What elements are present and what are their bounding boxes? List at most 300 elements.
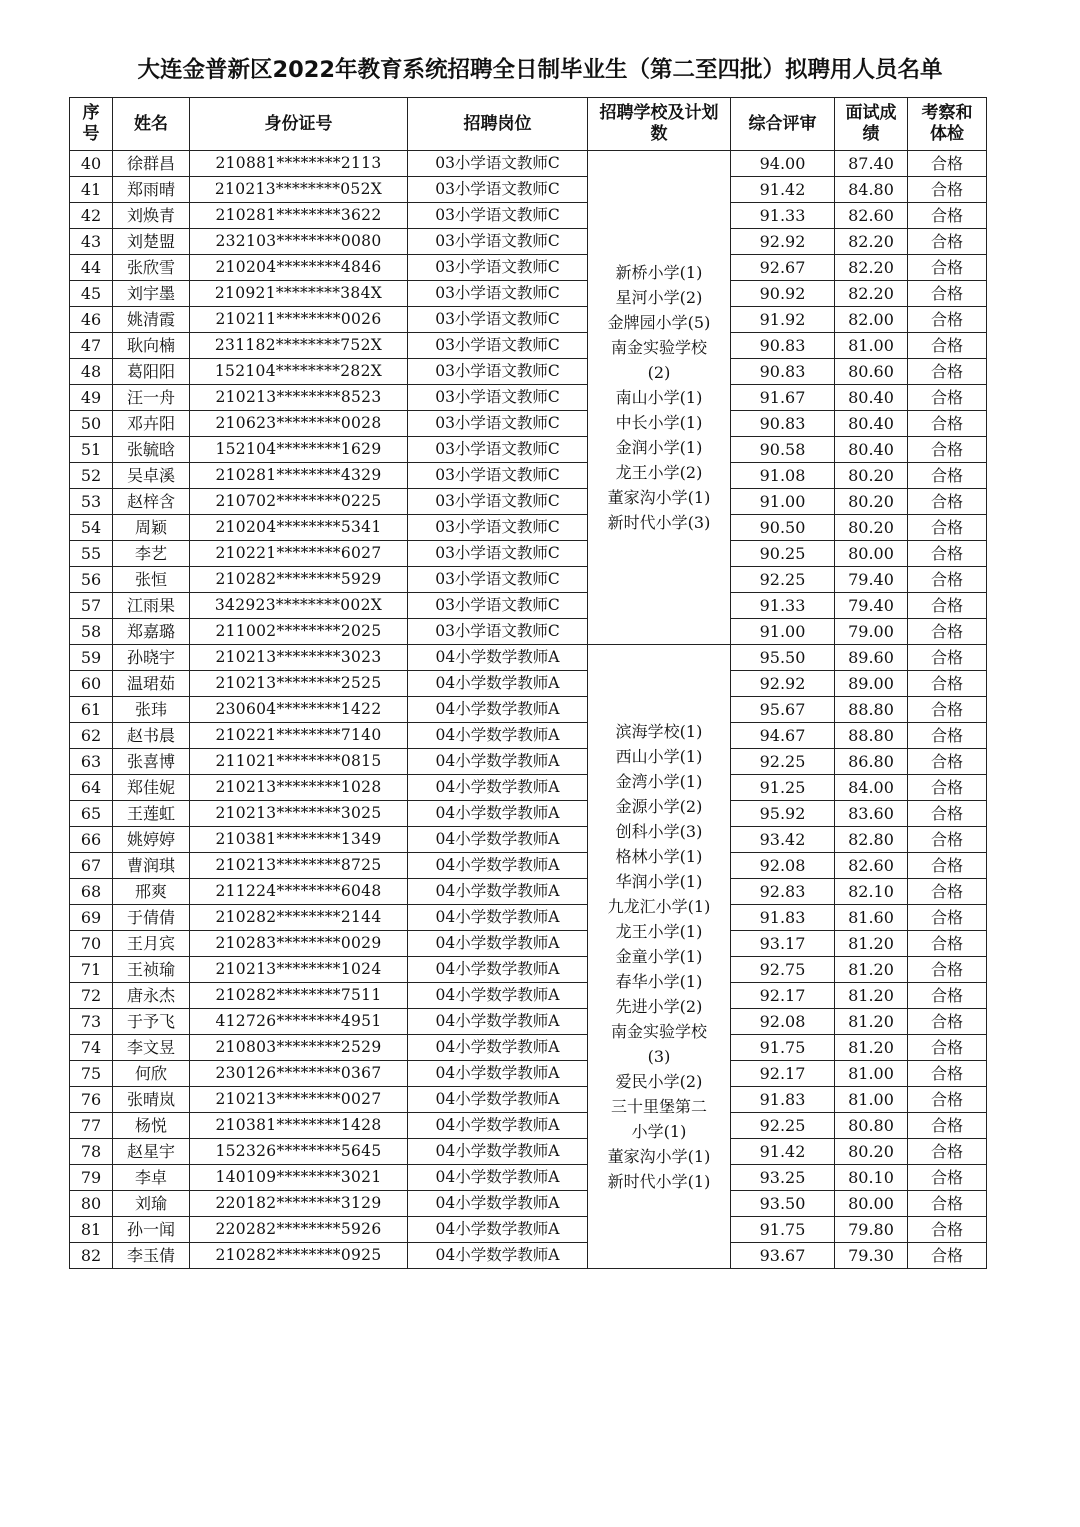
table-row xyxy=(70,1217,987,1243)
overall-review-cell: 92.17 xyxy=(731,1061,835,1087)
overall-review-cell: 91.67 xyxy=(731,385,835,411)
interview-score-cell: 80.20 xyxy=(835,489,908,515)
interview-score-cell: 82.10 xyxy=(835,879,908,905)
position-cell: 04小学数学教师A xyxy=(408,723,588,749)
name-cell: 刘楚盟 xyxy=(113,229,190,255)
overall-review-cell: 92.17 xyxy=(731,983,835,1009)
name-cell: 李文昱 xyxy=(113,1035,190,1061)
interview-score-cell: 79.40 xyxy=(835,593,908,619)
name-cell: 周颖 xyxy=(113,515,190,541)
name-cell: 赵梓含 xyxy=(113,489,190,515)
id-number-cell: 210282********2144 xyxy=(190,905,408,931)
school-plan-line: 西山小学(1) xyxy=(615,747,703,766)
name-cell: 王月宾 xyxy=(113,931,190,957)
position-cell: 03小学语文教师C xyxy=(408,463,588,489)
interview-score-cell: 84.00 xyxy=(835,775,908,801)
name-cell: 张玮 xyxy=(113,697,190,723)
interview-score-cell: 80.80 xyxy=(835,1113,908,1139)
interview-score-cell: 80.20 xyxy=(835,515,908,541)
inspection-result-cell: 合格 xyxy=(908,463,987,489)
table-row xyxy=(70,1061,987,1087)
index-cell: 60 xyxy=(70,671,113,697)
table-row xyxy=(70,411,987,437)
position-cell: 04小学数学教师A xyxy=(408,1061,588,1087)
inspection-result-cell: 合格 xyxy=(908,385,987,411)
position-cell: 04小学数学教师A xyxy=(408,645,588,671)
school-plan-line: (3) xyxy=(647,1047,671,1066)
position-cell: 03小学语文教师C xyxy=(408,515,588,541)
table-row xyxy=(70,463,987,489)
overall-review-cell: 93.17 xyxy=(731,931,835,957)
inspection-result-cell: 合格 xyxy=(908,1061,987,1087)
inspection-result-cell: 合格 xyxy=(908,151,987,177)
interview-score-cell: 80.00 xyxy=(835,1191,908,1217)
position-cell: 04小学数学教师A xyxy=(408,853,588,879)
table-row xyxy=(70,827,987,853)
name-cell: 葛阳阳 xyxy=(113,359,190,385)
school-plan-line: 爱民小学(2) xyxy=(615,1072,703,1091)
name-cell: 唐永杰 xyxy=(113,983,190,1009)
inspection-result-cell: 合格 xyxy=(908,281,987,307)
name-cell: 姚清霞 xyxy=(113,307,190,333)
school-plan-line: 董家沟小学(1) xyxy=(607,1147,711,1166)
school-plan-cell xyxy=(588,645,731,1269)
school-plan-line: 春华小学(1) xyxy=(615,972,703,991)
index-cell: 41 xyxy=(70,177,113,203)
name-cell: 吴卓溪 xyxy=(113,463,190,489)
school-plan-line: 金润小学(1) xyxy=(615,438,703,457)
position-cell: 03小学语文教师C xyxy=(408,411,588,437)
position-cell: 03小学语文教师C xyxy=(408,359,588,385)
table-row xyxy=(70,619,987,645)
name-cell: 李艺 xyxy=(113,541,190,567)
id-number-cell: 220282********5926 xyxy=(190,1217,408,1243)
overall-review-cell: 91.42 xyxy=(731,177,835,203)
interview-score-cell: 81.20 xyxy=(835,1009,908,1035)
table-row xyxy=(70,957,987,983)
interview-score-cell: 80.20 xyxy=(835,463,908,489)
position-cell: 04小学数学教师A xyxy=(408,905,588,931)
table-row xyxy=(70,775,987,801)
overall-review-cell: 90.58 xyxy=(731,437,835,463)
school-plan-line: 南金实验学校 xyxy=(610,338,707,357)
inspection-result-cell: 合格 xyxy=(908,307,987,333)
position-cell: 03小学语文教师C xyxy=(408,229,588,255)
interview-score-cell: 89.60 xyxy=(835,645,908,671)
overall-review-cell: 92.25 xyxy=(731,749,835,775)
interview-score-cell: 82.60 xyxy=(835,203,908,229)
position-cell: 03小学语文教师C xyxy=(408,385,588,411)
position-cell: 03小学语文教师C xyxy=(408,593,588,619)
name-cell: 刘宇墨 xyxy=(113,281,190,307)
school-plan-line: 创科小学(3) xyxy=(615,822,703,841)
id-number-cell: 211021********0815 xyxy=(190,749,408,775)
name-cell: 赵书晨 xyxy=(113,723,190,749)
overall-review-cell: 92.08 xyxy=(731,1009,835,1035)
school-plan-cell xyxy=(588,151,731,645)
index-cell: 68 xyxy=(70,879,113,905)
interview-score-cell: 81.00 xyxy=(835,333,908,359)
inspection-result-cell: 合格 xyxy=(908,775,987,801)
inspection-result-cell: 合格 xyxy=(908,853,987,879)
inspection-result-cell: 合格 xyxy=(908,489,987,515)
school-plan-line: 龙王小学(2) xyxy=(615,463,703,482)
name-cell: 张恒 xyxy=(113,567,190,593)
inspection-result-cell: 合格 xyxy=(908,593,987,619)
interview-score-cell: 79.30 xyxy=(835,1243,908,1269)
interview-score-cell: 80.60 xyxy=(835,359,908,385)
school-plan-line: 滨海学校(1) xyxy=(615,722,703,741)
table-row xyxy=(70,697,987,723)
index-cell: 71 xyxy=(70,957,113,983)
interview-score-cell: 86.80 xyxy=(835,749,908,775)
interview-score-cell: 81.20 xyxy=(835,1035,908,1061)
inspection-result-cell: 合格 xyxy=(908,541,987,567)
index-cell: 77 xyxy=(70,1113,113,1139)
header-id-number: 身份证号 xyxy=(190,98,408,151)
id-number-cell: 210213********0027 xyxy=(190,1087,408,1113)
position-cell: 04小学数学教师A xyxy=(408,1165,588,1191)
index-cell: 46 xyxy=(70,307,113,333)
table-row xyxy=(70,671,987,697)
header-overall-review: 综合评审 xyxy=(731,98,835,151)
school-plan-line: 三十里堡第二 xyxy=(610,1097,707,1116)
position-cell: 03小学语文教师C xyxy=(408,489,588,515)
overall-review-cell: 91.75 xyxy=(731,1035,835,1061)
index-cell: 74 xyxy=(70,1035,113,1061)
index-cell: 57 xyxy=(70,593,113,619)
id-number-cell: 210204********4846 xyxy=(190,255,408,281)
overall-review-cell: 91.75 xyxy=(731,1217,835,1243)
index-cell: 52 xyxy=(70,463,113,489)
inspection-result-cell: 合格 xyxy=(908,957,987,983)
index-cell: 47 xyxy=(70,333,113,359)
name-cell: 张晴岚 xyxy=(113,1087,190,1113)
id-number-cell: 210282********7511 xyxy=(190,983,408,1009)
name-cell: 赵星宇 xyxy=(113,1139,190,1165)
overall-review-cell: 90.83 xyxy=(731,359,835,385)
name-cell: 张欣雪 xyxy=(113,255,190,281)
inspection-result-cell: 合格 xyxy=(908,229,987,255)
id-number-cell: 210213********052X xyxy=(190,177,408,203)
inspection-result-cell: 合格 xyxy=(908,437,987,463)
school-plan-line: 先进小学(2) xyxy=(615,997,703,1016)
table-row xyxy=(70,1191,987,1217)
interview-score-cell: 81.60 xyxy=(835,905,908,931)
table-header-row xyxy=(70,98,987,151)
name-cell: 郑嘉璐 xyxy=(113,619,190,645)
table-row xyxy=(70,151,987,177)
table-row xyxy=(70,749,987,775)
id-number-cell: 152326********5645 xyxy=(190,1139,408,1165)
page-title: 大连金普新区2022年教育系统招聘全日制毕业生（第二至四批）拟聘用人员名单 xyxy=(137,57,943,83)
name-cell: 温珺茹 xyxy=(113,671,190,697)
overall-review-cell: 91.42 xyxy=(731,1139,835,1165)
inspection-result-cell: 合格 xyxy=(908,983,987,1009)
id-number-cell: 210213********8725 xyxy=(190,853,408,879)
name-cell: 徐群昌 xyxy=(113,151,190,177)
index-cell: 49 xyxy=(70,385,113,411)
name-cell: 邢爽 xyxy=(113,879,190,905)
name-cell: 杨悦 xyxy=(113,1113,190,1139)
position-cell: 03小学语文教师C xyxy=(408,255,588,281)
position-cell: 04小学数学教师A xyxy=(408,879,588,905)
name-cell: 于予飞 xyxy=(113,1009,190,1035)
school-plan-line: 小学(1) xyxy=(631,1122,687,1141)
id-number-cell: 210213********1024 xyxy=(190,957,408,983)
position-cell: 04小学数学教师A xyxy=(408,957,588,983)
inspection-result-cell: 合格 xyxy=(908,1165,987,1191)
table-row xyxy=(70,905,987,931)
index-cell: 67 xyxy=(70,853,113,879)
id-number-cell: 210213********8523 xyxy=(190,385,408,411)
position-cell: 04小学数学教师A xyxy=(408,697,588,723)
school-plan-line: 董家沟小学(1) xyxy=(607,488,711,507)
id-number-cell: 210381********1349 xyxy=(190,827,408,853)
name-cell: 汪一舟 xyxy=(113,385,190,411)
position-cell: 04小学数学教师A xyxy=(408,1217,588,1243)
interview-score-cell: 80.00 xyxy=(835,541,908,567)
table-row xyxy=(70,593,987,619)
position-cell: 04小学数学教师A xyxy=(408,801,588,827)
index-cell: 51 xyxy=(70,437,113,463)
inspection-result-cell: 合格 xyxy=(908,619,987,645)
inspection-result-cell: 合格 xyxy=(908,567,987,593)
position-cell: 03小学语文教师C xyxy=(408,203,588,229)
position-cell: 04小学数学教师A xyxy=(408,671,588,697)
overall-review-cell: 95.67 xyxy=(731,697,835,723)
inspection-result-cell: 合格 xyxy=(908,879,987,905)
name-cell: 姚婷婷 xyxy=(113,827,190,853)
table-row xyxy=(70,203,987,229)
inspection-result-cell: 合格 xyxy=(908,1113,987,1139)
table-row xyxy=(70,723,987,749)
id-number-cell: 210281********4329 xyxy=(190,463,408,489)
index-cell: 50 xyxy=(70,411,113,437)
index-cell: 58 xyxy=(70,619,113,645)
name-cell: 耿向楠 xyxy=(113,333,190,359)
overall-review-cell: 95.92 xyxy=(731,801,835,827)
index-cell: 72 xyxy=(70,983,113,1009)
table-row xyxy=(70,645,987,671)
overall-review-cell: 92.25 xyxy=(731,1113,835,1139)
interview-score-cell: 79.00 xyxy=(835,619,908,645)
interview-score-cell: 80.40 xyxy=(835,437,908,463)
id-number-cell: 210213********3025 xyxy=(190,801,408,827)
overall-review-cell: 92.83 xyxy=(731,879,835,905)
id-number-cell: 232103********0080 xyxy=(190,229,408,255)
index-cell: 63 xyxy=(70,749,113,775)
interview-score-cell: 83.60 xyxy=(835,801,908,827)
id-number-cell: 140109********3021 xyxy=(190,1165,408,1191)
overall-review-cell: 91.33 xyxy=(731,593,835,619)
overall-review-cell: 92.25 xyxy=(731,567,835,593)
header-position: 招聘岗位 xyxy=(408,98,588,151)
index-cell: 53 xyxy=(70,489,113,515)
index-cell: 81 xyxy=(70,1217,113,1243)
id-number-cell: 210213********2525 xyxy=(190,671,408,697)
overall-review-cell: 93.25 xyxy=(731,1165,835,1191)
table-row xyxy=(70,489,987,515)
inspection-result-cell: 合格 xyxy=(908,203,987,229)
id-number-cell: 152104********282X xyxy=(190,359,408,385)
position-cell: 03小学语文教师C xyxy=(408,619,588,645)
id-number-cell: 210623********0028 xyxy=(190,411,408,437)
school-plan-line: 金童小学(1) xyxy=(615,947,703,966)
name-cell: 张毓晗 xyxy=(113,437,190,463)
overall-review-cell: 90.83 xyxy=(731,411,835,437)
id-number-cell: 210921********384X xyxy=(190,281,408,307)
position-cell: 04小学数学教师A xyxy=(408,1113,588,1139)
index-cell: 45 xyxy=(70,281,113,307)
index-cell: 76 xyxy=(70,1087,113,1113)
interview-score-cell: 82.80 xyxy=(835,827,908,853)
index-cell: 79 xyxy=(70,1165,113,1191)
header-index: 序号 xyxy=(70,98,113,151)
inspection-result-cell: 合格 xyxy=(908,1009,987,1035)
interview-score-cell: 79.40 xyxy=(835,567,908,593)
interview-score-cell: 80.40 xyxy=(835,411,908,437)
inspection-result-cell: 合格 xyxy=(908,1139,987,1165)
index-cell: 43 xyxy=(70,229,113,255)
name-cell: 刘瑜 xyxy=(113,1191,190,1217)
position-cell: 03小学语文教师C xyxy=(408,307,588,333)
index-cell: 75 xyxy=(70,1061,113,1087)
interview-score-cell: 81.00 xyxy=(835,1061,908,1087)
overall-review-cell: 95.50 xyxy=(731,645,835,671)
index-cell: 73 xyxy=(70,1009,113,1035)
inspection-result-cell: 合格 xyxy=(908,671,987,697)
index-cell: 55 xyxy=(70,541,113,567)
table-row xyxy=(70,1113,987,1139)
position-cell: 04小学数学教师A xyxy=(408,1139,588,1165)
interview-score-cell: 80.40 xyxy=(835,385,908,411)
name-cell: 郑雨晴 xyxy=(113,177,190,203)
index-cell: 42 xyxy=(70,203,113,229)
id-number-cell: 210213********3023 xyxy=(190,645,408,671)
header-interview-score: 面试成绩 xyxy=(835,98,908,151)
position-cell: 04小学数学教师A xyxy=(408,1243,588,1269)
table-row xyxy=(70,983,987,1009)
school-plan-line: 金源小学(2) xyxy=(615,797,703,816)
name-cell: 邓卉阳 xyxy=(113,411,190,437)
school-plan-line: 星河小学(2) xyxy=(615,288,703,307)
interview-score-cell: 80.20 xyxy=(835,1139,908,1165)
table-row xyxy=(70,879,987,905)
table-row xyxy=(70,853,987,879)
id-number-cell: 210281********3622 xyxy=(190,203,408,229)
id-number-cell: 210213********1028 xyxy=(190,775,408,801)
interview-score-cell: 82.20 xyxy=(835,281,908,307)
inspection-result-cell: 合格 xyxy=(908,723,987,749)
table-row xyxy=(70,333,987,359)
position-cell: 04小学数学教师A xyxy=(408,983,588,1009)
id-number-cell: 210881********2113 xyxy=(190,151,408,177)
index-cell: 48 xyxy=(70,359,113,385)
overall-review-cell: 93.50 xyxy=(731,1191,835,1217)
id-number-cell: 231182********752X xyxy=(190,333,408,359)
name-cell: 李玉倩 xyxy=(113,1243,190,1269)
inspection-result-cell: 合格 xyxy=(908,255,987,281)
inspection-result-cell: 合格 xyxy=(908,697,987,723)
school-plan-line: 中长小学(1) xyxy=(615,413,703,432)
index-cell: 80 xyxy=(70,1191,113,1217)
id-number-cell: 152104********1629 xyxy=(190,437,408,463)
school-plan-line: 新时代小学(1) xyxy=(607,1172,711,1191)
table-row xyxy=(70,515,987,541)
id-number-cell: 220182********3129 xyxy=(190,1191,408,1217)
school-plan-line: 龙王小学(1) xyxy=(615,922,703,941)
overall-review-cell: 91.33 xyxy=(731,203,835,229)
position-cell: 03小学语文教师C xyxy=(408,177,588,203)
index-cell: 66 xyxy=(70,827,113,853)
overall-review-cell: 92.92 xyxy=(731,229,835,255)
id-number-cell: 210221********6027 xyxy=(190,541,408,567)
inspection-result-cell: 合格 xyxy=(908,931,987,957)
id-number-cell: 210204********5341 xyxy=(190,515,408,541)
table-row xyxy=(70,541,987,567)
school-plan-line: 南山小学(1) xyxy=(615,388,703,407)
interview-score-cell: 80.10 xyxy=(835,1165,908,1191)
position-cell: 03小学语文教师C xyxy=(408,151,588,177)
school-plan-line: 南金实验学校 xyxy=(610,1022,707,1041)
table-row xyxy=(70,177,987,203)
overall-review-cell: 92.08 xyxy=(731,853,835,879)
table-row xyxy=(70,931,987,957)
inspection-result-cell: 合格 xyxy=(908,905,987,931)
inspection-result-cell: 合格 xyxy=(908,333,987,359)
index-cell: 59 xyxy=(70,645,113,671)
id-number-cell: 211002********2025 xyxy=(190,619,408,645)
name-cell: 于倩倩 xyxy=(113,905,190,931)
name-cell: 何欣 xyxy=(113,1061,190,1087)
interview-score-cell: 82.60 xyxy=(835,853,908,879)
inspection-result-cell: 合格 xyxy=(908,1035,987,1061)
school-plan-line: 金湾小学(1) xyxy=(615,772,703,791)
overall-review-cell: 94.00 xyxy=(731,151,835,177)
table-body xyxy=(70,151,987,1269)
overall-review-cell: 92.75 xyxy=(731,957,835,983)
position-cell: 03小学语文教师C xyxy=(408,437,588,463)
inspection-result-cell: 合格 xyxy=(908,1087,987,1113)
overall-review-cell: 93.42 xyxy=(731,827,835,853)
table-row xyxy=(70,385,987,411)
inspection-result-cell: 合格 xyxy=(908,645,987,671)
position-cell: 04小学数学教师A xyxy=(408,1191,588,1217)
inspection-result-cell: 合格 xyxy=(908,1191,987,1217)
table-row xyxy=(70,359,987,385)
school-plan-line: (2) xyxy=(647,363,671,382)
overall-review-cell: 91.00 xyxy=(731,619,835,645)
inspection-result-cell: 合格 xyxy=(908,1217,987,1243)
overall-review-cell: 91.00 xyxy=(731,489,835,515)
school-plan-line: 金牌园小学(5) xyxy=(607,313,711,332)
interview-score-cell: 81.00 xyxy=(835,1087,908,1113)
school-plan-line: 九龙汇小学(1) xyxy=(607,897,711,916)
index-cell: 40 xyxy=(70,151,113,177)
overall-review-cell: 91.83 xyxy=(731,905,835,931)
index-cell: 56 xyxy=(70,567,113,593)
overall-review-cell: 92.67 xyxy=(731,255,835,281)
table-row xyxy=(70,229,987,255)
interview-score-cell: 81.20 xyxy=(835,983,908,1009)
interview-score-cell: 88.80 xyxy=(835,697,908,723)
school-plan-line: 新时代小学(3) xyxy=(607,513,711,532)
index-cell: 69 xyxy=(70,905,113,931)
position-cell: 04小学数学教师A xyxy=(408,827,588,853)
interview-score-cell: 81.20 xyxy=(835,931,908,957)
interview-score-cell: 79.80 xyxy=(835,1217,908,1243)
